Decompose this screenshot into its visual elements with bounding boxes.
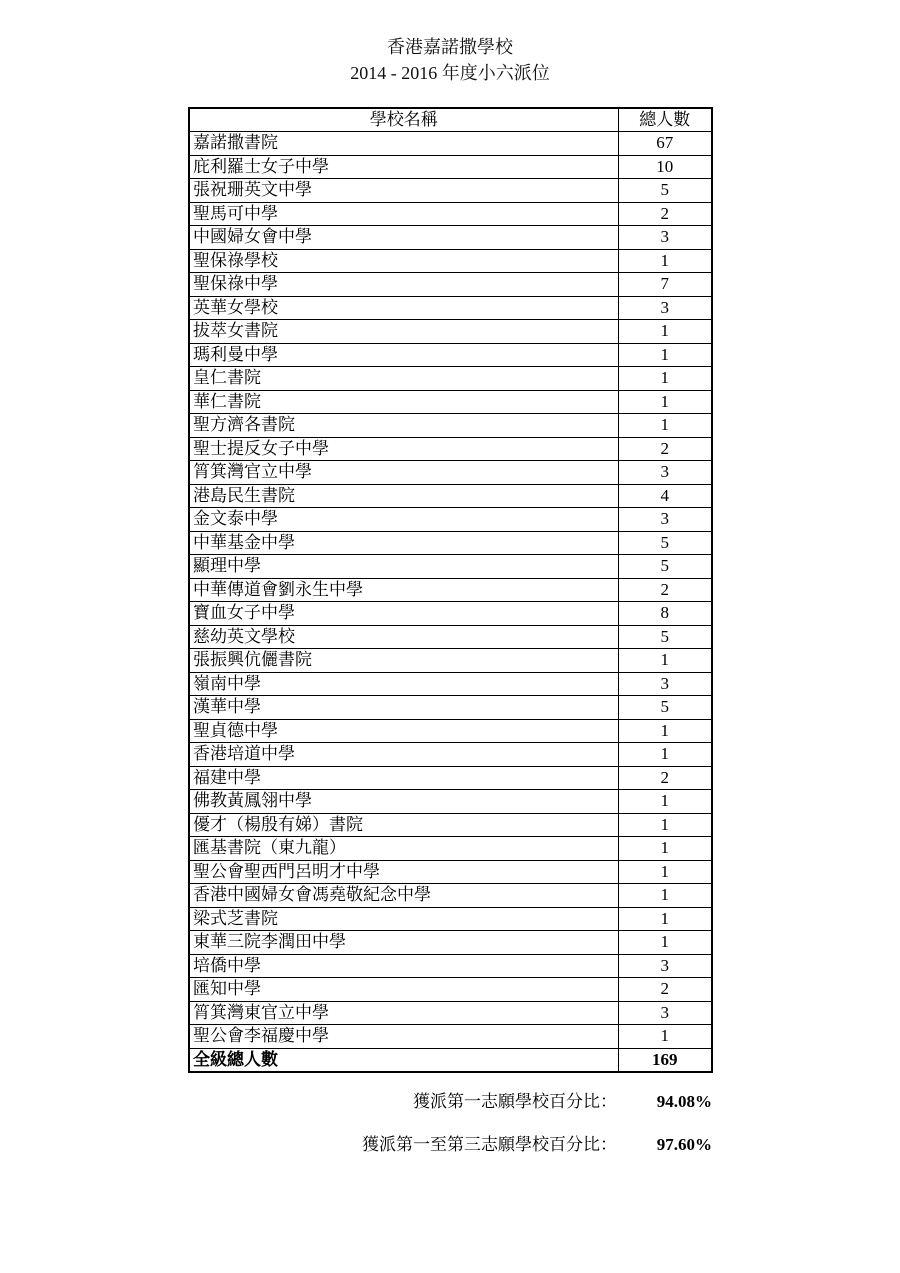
school-name-cell: 瑪利曼中學 (189, 343, 618, 367)
school-name-cell: 匯基書院（東九龍） (189, 837, 618, 861)
school-name-cell: 慈幼英文學校 (189, 625, 618, 649)
school-placement-table (188, 107, 713, 1073)
table-row (189, 202, 712, 226)
school-count-cell: 7 (618, 273, 712, 297)
first-choice-value: 94.08% (656, 1092, 712, 1111)
table-row (189, 790, 712, 814)
table-row (189, 837, 712, 861)
school-count-cell: 1 (618, 884, 712, 908)
table-row (189, 296, 712, 320)
first-to-third-choice-value: 97.60% (656, 1135, 712, 1154)
school-count-cell: 1 (618, 367, 712, 391)
school-name-cell: 聖公會聖西門呂明才中學 (189, 860, 618, 884)
school-count-cell: 5 (618, 696, 712, 720)
school-count-cell: 5 (618, 531, 712, 555)
table-header (189, 108, 712, 132)
table-row (189, 602, 712, 626)
table-row (189, 531, 712, 555)
school-count-cell: 2 (618, 437, 712, 461)
table-row (189, 273, 712, 297)
school-name-cell: 張振興伉儷書院 (189, 649, 618, 673)
school-count-cell: 3 (618, 954, 712, 978)
school-name-cell: 聖貞德中學 (189, 719, 618, 743)
school-count-cell: 1 (618, 790, 712, 814)
table-row (189, 884, 712, 908)
first-to-third-choice-label: 獲派第一至第三志願學校百分比： (362, 1135, 617, 1154)
school-count-cell: 1 (618, 931, 712, 955)
school-name-cell: 庇利羅士女子中學 (189, 155, 618, 179)
school-count-cell: 3 (618, 296, 712, 320)
school-table-body (189, 132, 712, 1049)
school-count-cell: 1 (618, 837, 712, 861)
school-count-cell: 1 (618, 390, 712, 414)
school-name-cell: 聖保祿學校 (189, 249, 618, 273)
school-count-cell: 1 (618, 719, 712, 743)
table-row (189, 954, 712, 978)
school-name-cell: 中華傳道會劉永生中學 (189, 578, 618, 602)
school-count-cell: 2 (618, 202, 712, 226)
school-count-cell: 1 (618, 320, 712, 344)
table-row (189, 320, 712, 344)
school-count-cell: 3 (618, 508, 712, 532)
school-name-cell: 中華基金中學 (189, 531, 618, 555)
school-count-cell: 1 (618, 343, 712, 367)
school-name-cell: 東華三院李潤田中學 (189, 931, 618, 955)
table-row (189, 226, 712, 250)
school-name-cell: 佛教黃鳳翎中學 (189, 790, 618, 814)
total-count-column-header: 總人數 (618, 108, 712, 132)
table-row (189, 555, 712, 579)
school-count-cell: 1 (618, 249, 712, 273)
school-name-cell: 香港中國婦女會馮堯敬紀念中學 (189, 884, 618, 908)
table-row (189, 249, 712, 273)
school-name-cell: 福建中學 (189, 766, 618, 790)
table-row (189, 343, 712, 367)
table-row (189, 390, 712, 414)
school-name-cell: 筲箕灣官立中學 (189, 461, 618, 485)
school-name-cell: 顯理中學 (189, 555, 618, 579)
table-row (189, 437, 712, 461)
school-count-cell: 1 (618, 1025, 712, 1049)
school-name-cell: 拔萃女書院 (189, 320, 618, 344)
school-name-cell: 皇仁書院 (189, 367, 618, 391)
school-count-cell: 5 (618, 179, 712, 203)
school-name-cell: 港島民生書院 (189, 484, 618, 508)
school-name-cell: 中國婦女會中學 (189, 226, 618, 250)
table-row (189, 132, 712, 156)
school-count-cell: 10 (618, 155, 712, 179)
school-name-cell: 優才（楊殷有娣）書院 (189, 813, 618, 837)
school-count-cell: 67 (618, 132, 712, 156)
table-foot (189, 1048, 712, 1072)
first-to-third-choice-summary (0, 1135, 712, 1155)
school-name-cell: 嘉諾撒書院 (189, 132, 618, 156)
school-name-cell: 聖馬可中學 (189, 202, 618, 226)
table-row (189, 578, 712, 602)
table-row (189, 179, 712, 203)
grand-total-label-cell: 全級總人數 (189, 1048, 618, 1072)
school-count-cell: 3 (618, 1001, 712, 1025)
table-row (189, 860, 712, 884)
school-name-cell: 嶺南中學 (189, 672, 618, 696)
first-choice-summary (0, 1092, 712, 1112)
table-row (189, 813, 712, 837)
table-header-row (189, 108, 712, 132)
school-name-cell: 聖方濟各書院 (189, 414, 618, 438)
table-row (189, 414, 712, 438)
school-count-cell: 2 (618, 766, 712, 790)
school-name-cell: 筲箕灣東官立中學 (189, 1001, 618, 1025)
school-name-cell: 香港培道中學 (189, 743, 618, 767)
school-count-cell: 1 (618, 649, 712, 673)
table-row (189, 719, 712, 743)
table-row (189, 931, 712, 955)
school-name-cell: 金文泰中學 (189, 508, 618, 532)
page-title: 香港嘉諾撒學校 (387, 37, 513, 57)
school-name-cell: 英華女學校 (189, 296, 618, 320)
school-name-cell: 聖保祿中學 (189, 273, 618, 297)
school-count-cell: 3 (618, 672, 712, 696)
table-row (189, 907, 712, 931)
first-choice-label: 獲派第一志願學校百分比： (413, 1092, 617, 1111)
table-row (189, 766, 712, 790)
table-row (189, 743, 712, 767)
school-count-cell: 2 (618, 578, 712, 602)
school-count-cell: 3 (618, 461, 712, 485)
table-row (189, 672, 712, 696)
school-count-cell: 8 (618, 602, 712, 626)
school-count-cell: 1 (618, 860, 712, 884)
school-count-cell: 1 (618, 743, 712, 767)
table-row (189, 1025, 712, 1049)
table-row (189, 484, 712, 508)
school-count-cell: 3 (618, 226, 712, 250)
school-name-cell: 培僑中學 (189, 954, 618, 978)
school-name-cell: 張祝珊英文中學 (189, 179, 618, 203)
school-name-cell: 華仁書院 (189, 390, 618, 414)
school-name-column-header: 學校名稱 (189, 108, 618, 132)
school-count-cell: 5 (618, 625, 712, 649)
school-count-cell: 1 (618, 907, 712, 931)
school-count-cell: 4 (618, 484, 712, 508)
table-row (189, 1001, 712, 1025)
school-count-cell: 1 (618, 414, 712, 438)
table-row (189, 461, 712, 485)
school-name-cell: 寶血女子中學 (189, 602, 618, 626)
table-row (189, 367, 712, 391)
table-row (189, 625, 712, 649)
school-name-cell: 漢華中學 (189, 696, 618, 720)
school-name-cell: 聖公會李福慶中學 (189, 1025, 618, 1049)
grand-total-count-cell: 169 (618, 1048, 712, 1072)
school-count-cell: 5 (618, 555, 712, 579)
table-row (189, 696, 712, 720)
grand-total-row (189, 1048, 712, 1072)
table-row (189, 155, 712, 179)
school-count-cell: 1 (618, 813, 712, 837)
page-subtitle: 2014 - 2016 年度小六派位 (350, 63, 550, 83)
table-row (189, 978, 712, 1002)
school-name-cell: 梁式芝書院 (189, 907, 618, 931)
school-count-cell: 2 (618, 978, 712, 1002)
document-header (0, 34, 900, 86)
table-row (189, 649, 712, 673)
table-row (189, 508, 712, 532)
school-name-cell: 匯知中學 (189, 978, 618, 1002)
school-name-cell: 聖士提反女子中學 (189, 437, 618, 461)
